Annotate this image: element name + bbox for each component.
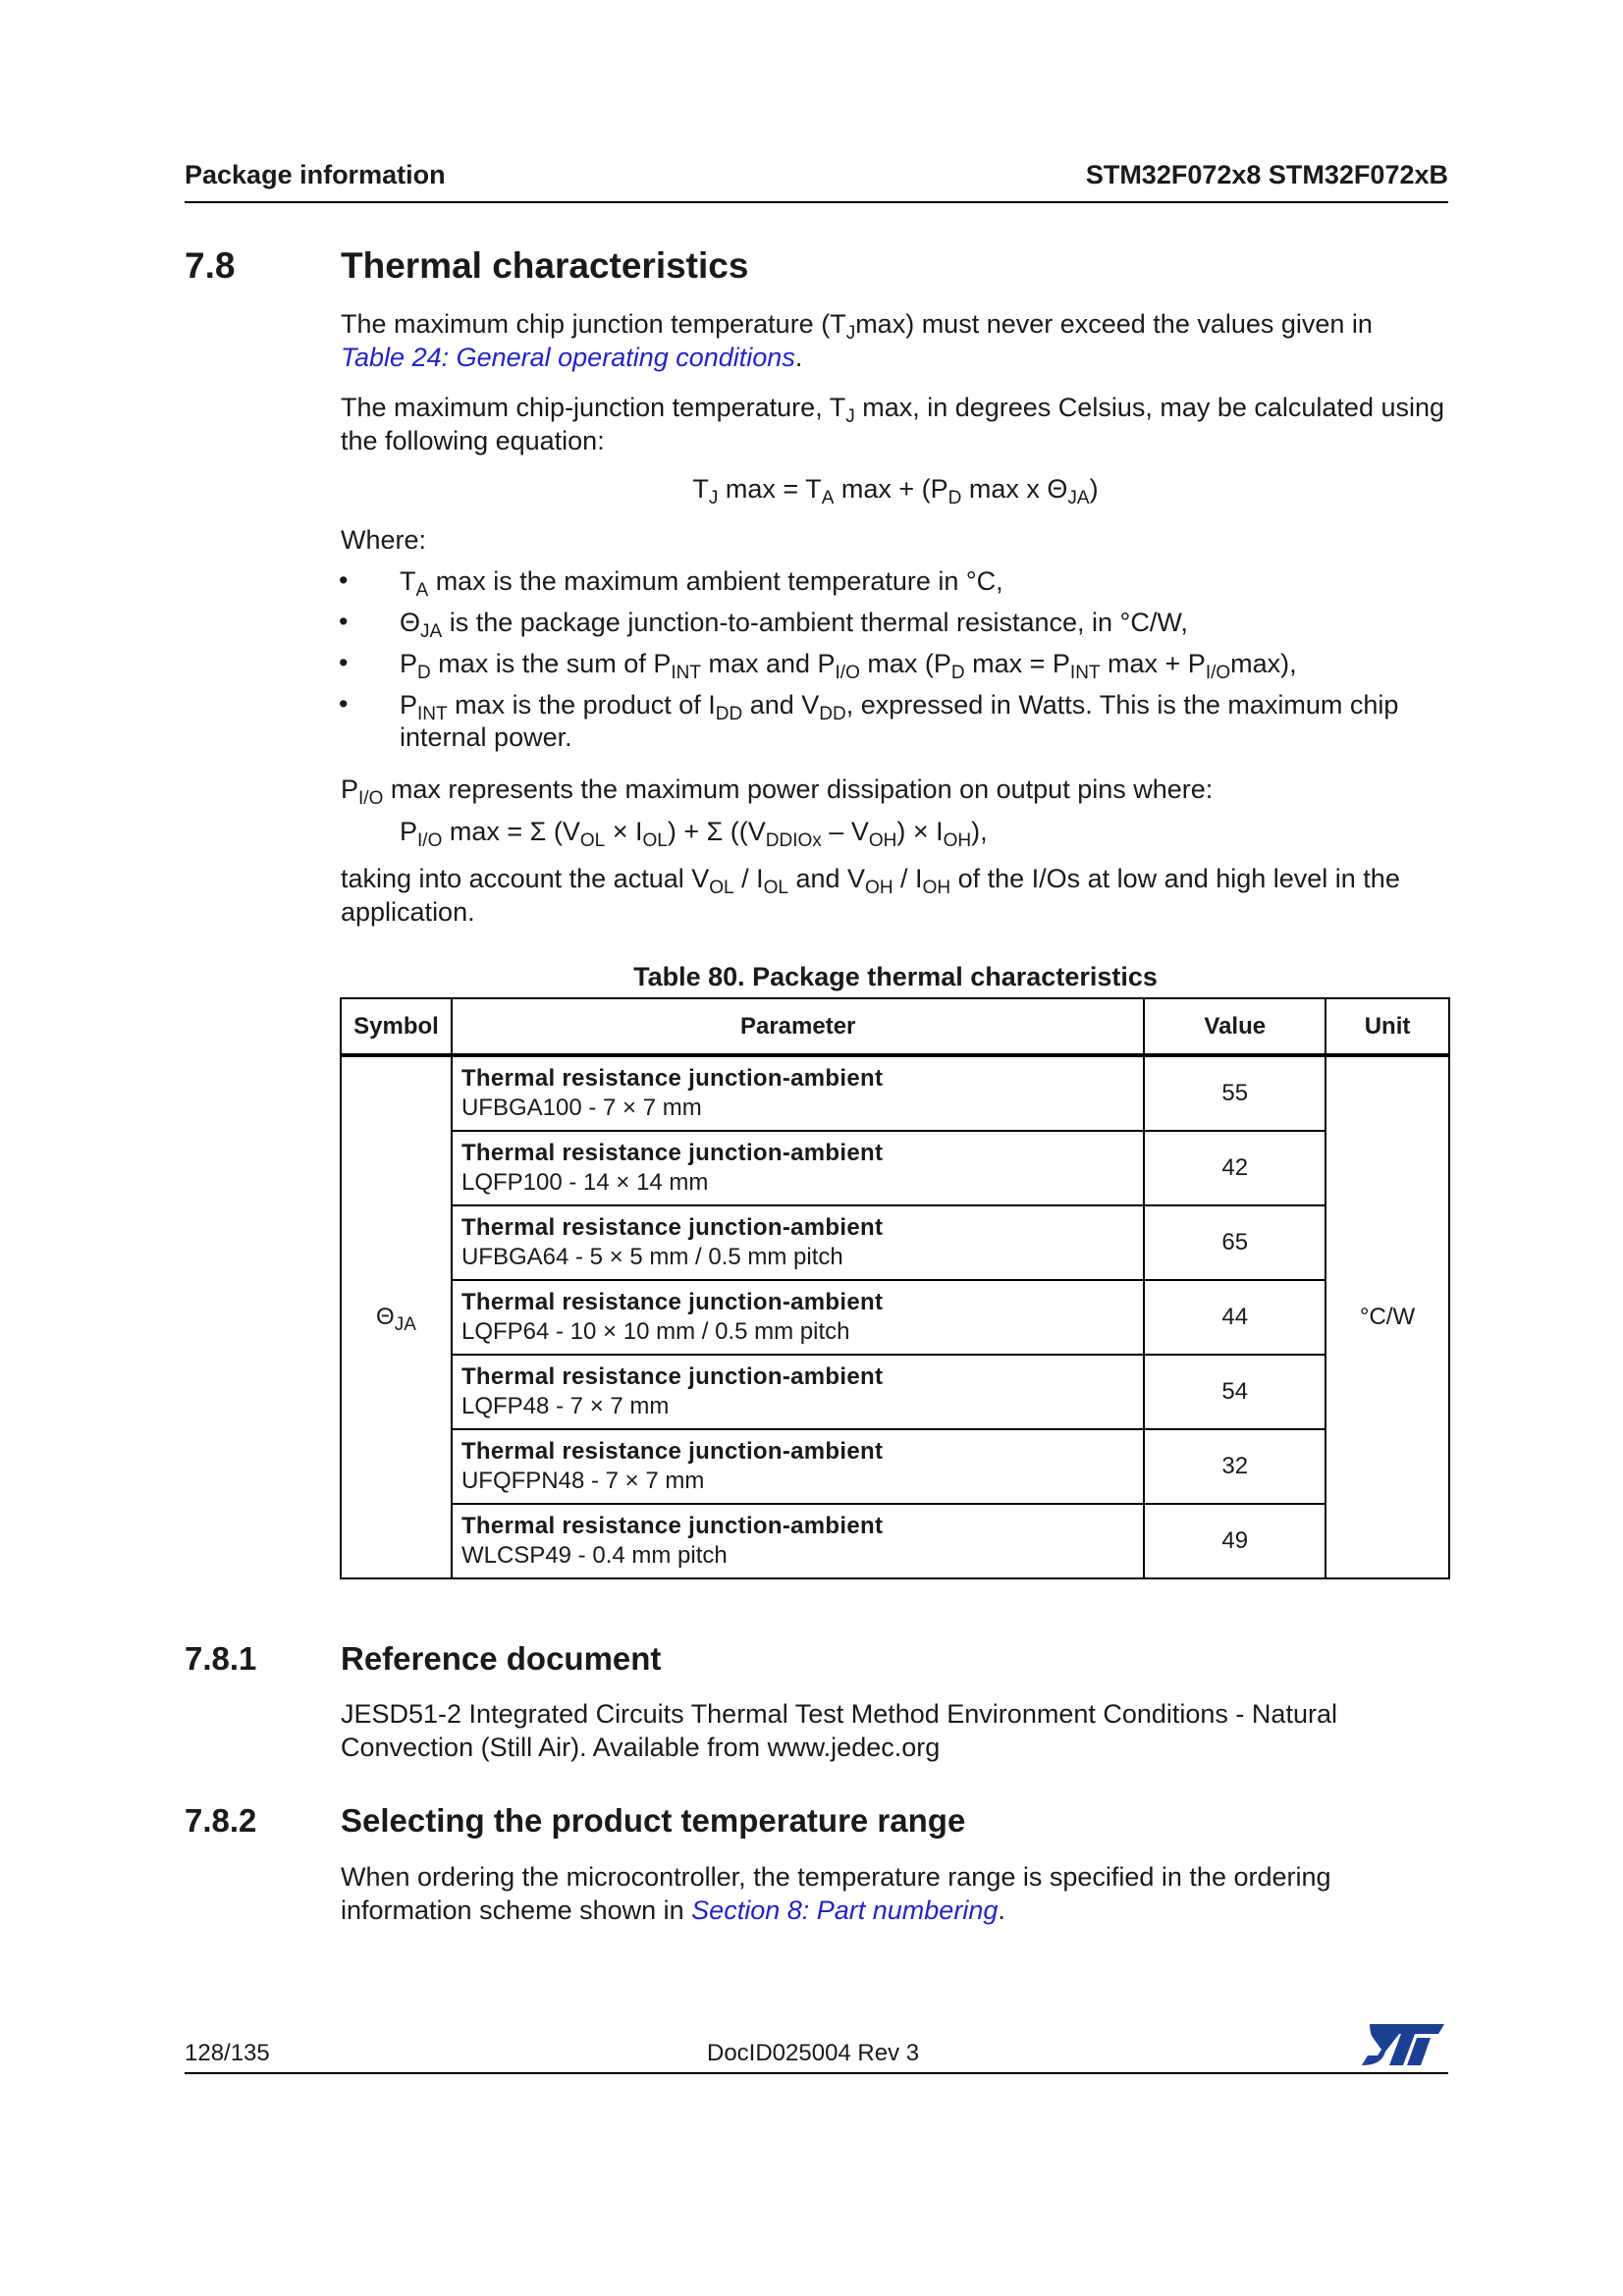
value-cell: 65 xyxy=(1144,1205,1325,1280)
parameter-cell: Thermal resistance junction-ambient UFQFPN48 - 7 × 7 mm xyxy=(452,1429,1144,1504)
table-row xyxy=(341,1131,1449,1205)
taking-into-account-paragraph: taking into account the actual $V_{OL} / I_{OL}$ and $V_{OH} / I_{OH}$ of the I/Os at low and high level in the application. xyxy=(341,864,1400,927)
unit-cell: °C/W xyxy=(1325,1055,1449,1578)
value-cell: 49 xyxy=(1144,1504,1325,1578)
table-row xyxy=(341,1205,1449,1280)
parameter-cell: Thermal resistance junction-ambient WLCSP49 - 0.4 mm pitch xyxy=(452,1504,1144,1578)
st-logo-icon xyxy=(1360,2022,1448,2067)
pio-paragraph: $P_{I/O}$ max represents the maximum power dissipation on output pins where: xyxy=(341,774,1214,809)
document-id: DocID025004 Rev 3 xyxy=(707,2040,920,2066)
header-divider xyxy=(185,201,1448,203)
table-row xyxy=(341,1055,1449,1131)
thermal-characteristics-table xyxy=(340,997,1450,1579)
symbol-cell: $\Theta_{JA}$ xyxy=(341,1055,452,1578)
subsection-number: 7.8.1 xyxy=(185,1640,257,1677)
pio-equation: $P_{I/O}$ max = Σ $(V_{OL} \times I_{OL}) + \Sigma$ $((V_{DDIOx} - V_{OH}) \times I_{OH})$, xyxy=(400,817,988,851)
table-row xyxy=(341,1429,1449,1504)
bullet-icon: • xyxy=(339,648,349,677)
footer-divider xyxy=(185,2072,1448,2074)
parameter-column-header: Parameter xyxy=(452,998,1144,1055)
value-column-header: Value xyxy=(1144,998,1325,1055)
bullet-icon: • xyxy=(339,565,349,595)
bullet-ambient-temperature: $T_A$ max is the maximum ambient temperature in °C, xyxy=(400,566,1003,601)
value-cell: 42 xyxy=(1144,1131,1325,1205)
bullet-internal-power: $P_{INT}$ max is the product of $I_{DD}$ and $V_{DD}$, expressed in Watts. This is the maximum chip internal power. xyxy=(400,690,1399,752)
section-number: 7.8 xyxy=(185,245,236,286)
table-caption: Table 80. Package thermal characteristics xyxy=(633,962,1158,991)
table-24-link[interactable]: Table 24: General operating conditions xyxy=(341,343,795,372)
section-8-link[interactable]: Section 8: Part numbering xyxy=(691,1896,999,1925)
header-product-name: STM32F072x8 STM32F072xB xyxy=(1085,160,1448,189)
where-label: Where: xyxy=(341,525,427,555)
value-cell: 54 xyxy=(1144,1355,1325,1429)
value-cell: 44 xyxy=(1144,1280,1325,1355)
header-section-name: Package information xyxy=(185,160,446,189)
value-cell: 32 xyxy=(1144,1429,1325,1504)
subsection-title: Reference document xyxy=(341,1640,662,1677)
parameter-cell: Thermal resistance junction-ambient LQFP48 - 7 × 7 mm xyxy=(452,1355,1144,1429)
table-row xyxy=(341,1504,1449,1578)
parameter-cell: Thermal resistance junction-ambient UFBGA100 - 7 × 7 mm xyxy=(452,1055,1144,1131)
value-cell: 55 xyxy=(1144,1055,1325,1131)
parameter-cell: Thermal resistance junction-ambient UFBGA64 - 5 × 5 mm / 0.5 mm pitch xyxy=(452,1205,1144,1280)
subsection-number: 7.8.2 xyxy=(185,1802,257,1839)
table-row xyxy=(341,1280,1449,1355)
unit-column-header: Unit xyxy=(1325,998,1449,1055)
bullet-icon: • xyxy=(339,607,349,636)
symbol-column-header: Symbol xyxy=(341,998,452,1055)
table-row xyxy=(341,1355,1449,1429)
bullet-thermal-resistance: $\Theta_{JA}$ is the package junction-to-ambient thermal resistance, in °C/W, xyxy=(400,608,1188,642)
table-header-row xyxy=(341,998,1449,1055)
subsection-title: Selecting the product temperature range xyxy=(341,1802,966,1839)
page-number: 128/135 xyxy=(185,2040,270,2066)
parameter-cell: Thermal resistance junction-ambient LQFP100 - 14 × 14 mm xyxy=(452,1131,1144,1205)
junction-temperature-equation: $T_J$ $\max = T_A$ $\max + (P_D$ max x $\Theta_{JA}$) xyxy=(692,474,1099,508)
parameter-cell: Thermal resistance junction-ambient LQFP64 - 10 × 10 mm / 0.5 mm pitch xyxy=(452,1280,1144,1355)
bullet-power-dissipation: $P_D$ max is the sum of $P_{INT}$ max and $P_{I/O}$ $\max (P_D$ $\max = P_{INT}$ $\max + P_{I/O}\max$), xyxy=(400,649,1297,683)
intro-paragraph-2: The maximum chip-junction temperature, $T_J$ max, in degrees Celsius, may be calculated using the following equation: xyxy=(341,393,1445,455)
section-title: Thermal characteristics xyxy=(341,245,749,286)
intro-paragraph-1: The maximum chip junction temperature $(T_J\max)$ must never exceed the values given in Table 24: General operating conditions. xyxy=(341,309,1373,372)
reference-paragraph: JESD51-2 Integrated Circuits Thermal Test Method Environment Conditions - Natural Convection (Still Air). Available from www.jedec.org xyxy=(341,1699,1337,1762)
ordering-paragraph: When ordering the microcontroller, the temperature range is specified in the ordering information scheme shown in Section 8: Part numbering. xyxy=(341,1862,1331,1925)
bullet-icon: • xyxy=(339,689,349,719)
